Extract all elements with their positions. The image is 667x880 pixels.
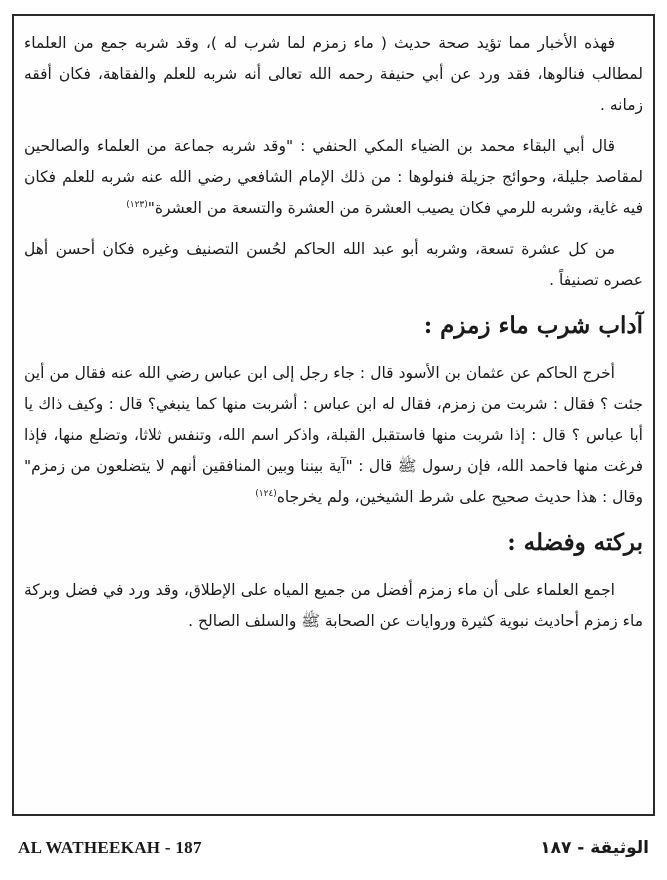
section-heading: بركته وفضله : xyxy=(507,529,643,556)
footnote-ref: (١٢٣) xyxy=(126,199,148,210)
paragraph: قال أبي البقاء محمد بن الضياء المكي الحنفي : "وقد شربه جماعة من العلماء والصالحين لمقاصد جليلة، وحوائج جزيلة فنولوها : من ذلك الإمام الشافعي رضي الله عنه شربه للعلم فكان فيه غاية، وشربه للرمي فكان يصيب العشرة من العشرة والتسعة من العشرة"$^{(١٢٣)}$ xyxy=(24,137,643,217)
section-heading: آداب شرب ماء زمزم : xyxy=(423,312,643,339)
document-body xyxy=(24,28,643,647)
footer-english: AL WATHEEKAH - 187 xyxy=(18,838,202,857)
paragraph: فهذه الأخبار مما تؤيد صحة حديث ( ماء زمزم لما شرب له )، وقد شربه جمع من العلماء لمطالب فنالوها، فقد ورد عن أبي حنيفة رحمه الله تعالى أنه شربه للعلم والفقاهة، فكان أفقه زمانه . xyxy=(24,34,643,114)
page-footer xyxy=(18,830,649,866)
paragraph: اجمع العلماء على أن ماء زمزم أفضل من جميع المياه على الإطلاق، وقد ورد في فضل وبركة ماء زمزم أحاديث نبوية كثيرة وروايات عن الصحابة ﷺ والسلف الصالح . xyxy=(24,581,643,630)
footer-arabic: الوثيقة - ١٨٧ xyxy=(540,838,649,858)
paragraph: من كل عشرة تسعة، وشربه أبو عبد الله الحاكم لحُسن التصنيف وغيره فكان أحسن أهل عصره تصنيفاً . xyxy=(24,240,643,289)
paragraph: أخرج الحاكم عن عثمان بن الأسود قال : جاء رجل إلى ابن عباس رضي الله عنه فقال من أين جئت ؟ فقال : شربت من زمزم، فقال له ابن عباس : أشربت منها كما ينبغي؟ قال : وكيف ذاك يا أبا عباس ؟ قال : إذا شربت منها فاستقبل القبلة، واذكر اسم الله، وتنفس ثلاثا، وتضلع منها، فإذا فرغت منها فاحمد الله، فإن رسول ﷺ قال : "آية بيننا وبين المنافقين أنهم لا يتضلعون من زمزم" وقال : هذا حديث صحيح على شرط الشيخين، ولم يخرجاه$^{(١٢٤)}$ xyxy=(24,364,643,506)
footnote-ref: (١٢٤) xyxy=(255,488,277,499)
